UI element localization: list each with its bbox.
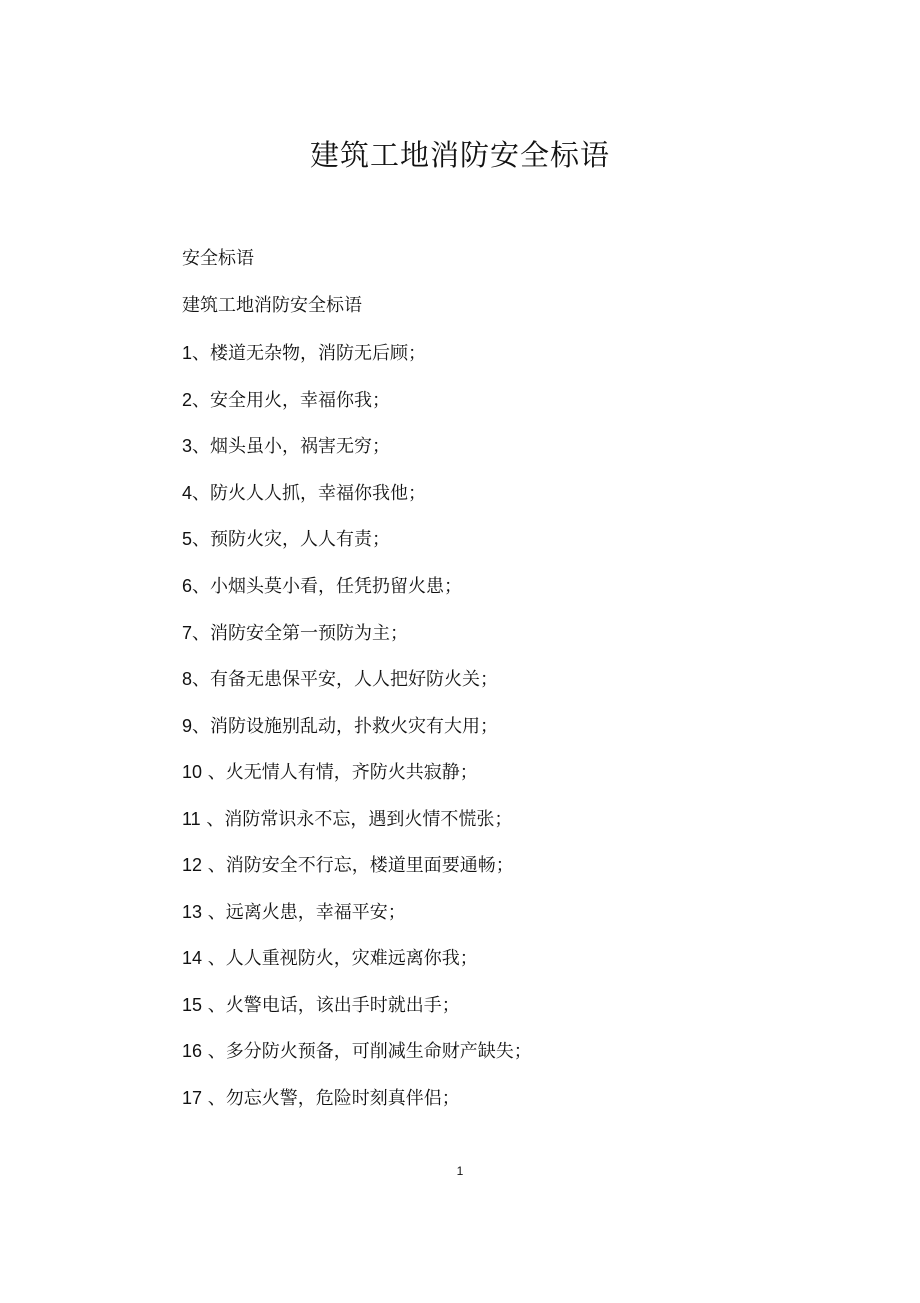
list-item (182, 479, 426, 508)
heading-safety-slogans: 安全标语 (182, 248, 254, 269)
item-number: 10 (182, 762, 203, 782)
item-text: 、消防设施别乱动，扑救火灾有大用； (192, 716, 499, 737)
list-item (182, 805, 512, 834)
item-text: 、有备无患保平安，人人把好防火关； (192, 669, 499, 690)
item-text: 、楼道无杂物，消防无后顾； (192, 343, 427, 364)
item-number: 11 (182, 809, 201, 829)
item-text: 、勿忘火警，危险时刻真伴侣； (202, 1088, 460, 1109)
item-text: 、人人重视防火，灾难远离你我； (202, 948, 478, 969)
item-number: 2 (182, 390, 193, 410)
list-item (182, 572, 462, 601)
list-item (182, 944, 478, 973)
list-item (182, 898, 406, 927)
item-number: 5 (182, 529, 193, 549)
item-text: 、多分防火预备，可削减生命财产缺失； (202, 1041, 532, 1062)
item-number: 8 (182, 669, 193, 689)
item-text: 、防火人人抓，幸福你我他； (192, 483, 427, 504)
item-number: 4 (182, 483, 193, 503)
item-text: 、火警电话，该出手时就出手； (202, 995, 460, 1016)
list-item (182, 432, 390, 461)
list-item (182, 991, 460, 1020)
item-number: 12 (182, 855, 203, 875)
item-text: 、小烟头莫小看，任凭扔留火患； (192, 576, 463, 597)
item-text: 、远离火患，幸福平安； (202, 902, 406, 923)
item-text: 、消防安全不行忘，楼道里面要通畅； (202, 855, 514, 876)
list-item (182, 525, 390, 554)
item-text: 、烟头虽小，祸害无穷； (192, 436, 391, 457)
document-title: 建筑工地消防安全标语 (309, 138, 610, 172)
item-number: 7 (182, 623, 193, 643)
heading-site-fire-slogans: 建筑工地消防安全标语 (182, 295, 362, 316)
list-item (182, 339, 426, 368)
item-number: 13 (182, 902, 203, 922)
list-item (182, 712, 498, 741)
item-text: 、安全用火，幸福你我； (192, 390, 391, 411)
list-item (182, 758, 478, 787)
item-number: 3 (182, 436, 193, 456)
item-number: 14 (182, 948, 203, 968)
list-item (182, 1037, 532, 1066)
item-number: 17 (182, 1088, 203, 1108)
item-text: 、火无情人有情，齐防火共寂静； (202, 762, 478, 783)
item-text: 、消防常识永不忘，遇到火情不慌张； (200, 809, 513, 830)
item-number: 9 (182, 716, 193, 736)
item-number: 15 (182, 995, 203, 1015)
page-number: 1 (456, 1164, 464, 1178)
list-item (182, 386, 390, 415)
list-item (182, 619, 408, 648)
list-item (182, 1084, 460, 1113)
item-number: 1 (182, 343, 193, 363)
item-text: 、消防安全第一预防为主； (192, 623, 409, 644)
item-number: 6 (182, 576, 193, 596)
item-number: 16 (182, 1041, 203, 1061)
list-item (182, 851, 514, 880)
item-text: 、预防火灾，人人有责； (192, 529, 391, 550)
list-item (182, 665, 498, 694)
